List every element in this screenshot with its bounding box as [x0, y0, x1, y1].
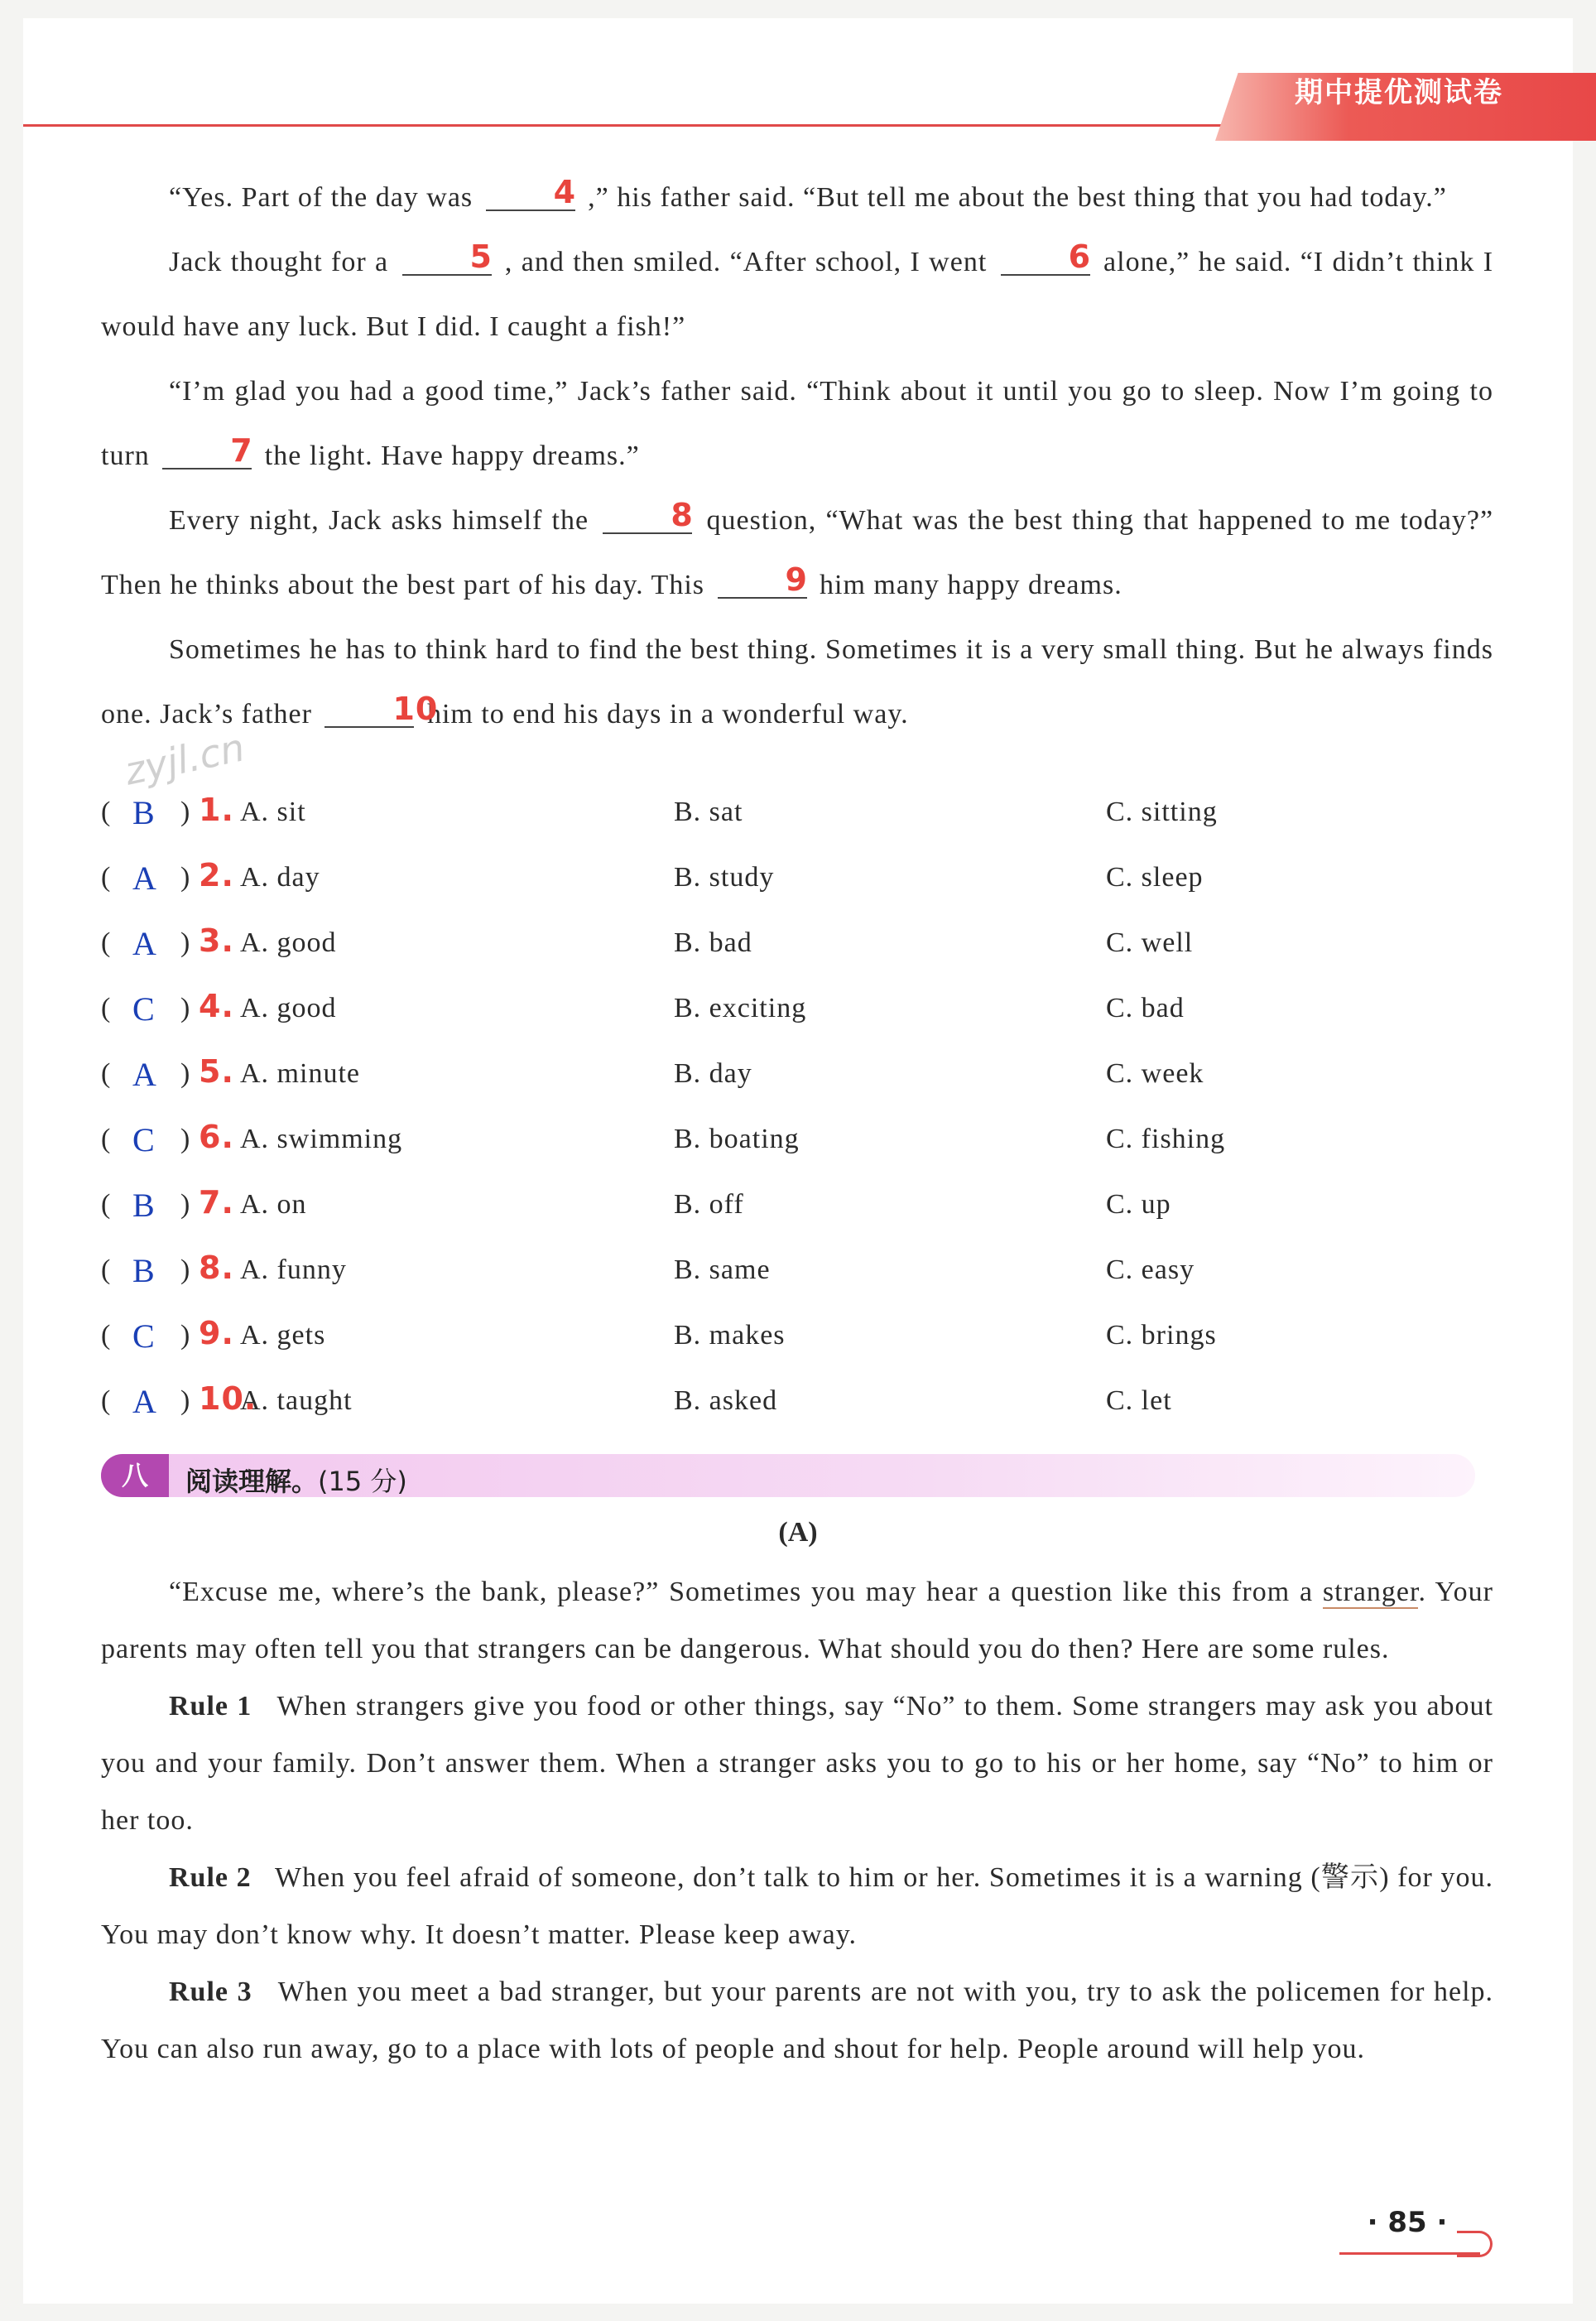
option-b: B. day [674, 1058, 752, 1089]
answer-letter: A [132, 1383, 157, 1420]
option-b: B. study [674, 862, 775, 893]
option-c: C. sitting [1106, 797, 1218, 827]
rule-1-label: Rule 1 [169, 1691, 252, 1721]
close-paren: ) [180, 797, 191, 827]
question-number: 1. [199, 792, 234, 828]
open-paren: ( [101, 797, 112, 827]
option-b: B. sat [674, 797, 743, 827]
question-number: 10. [199, 1380, 257, 1417]
option-c: C. fishing [1106, 1124, 1226, 1154]
page-number-swirl [1457, 2231, 1493, 2257]
open-paren: ( [101, 1320, 112, 1351]
option-c: C. bad [1106, 993, 1185, 1023]
option-a: A. minute [240, 1058, 360, 1089]
open-paren: ( [101, 1058, 112, 1089]
rule-2: Rule 2 When you feel afraid of someone, don’t talk to him or her. Sometimes it is a warning (警示) for you. You may don’t know why. It doesn’t matter. Please keep away. [101, 1862, 1493, 1950]
question-row [101, 1114, 1508, 1178]
question-row [101, 1375, 1508, 1440]
answer-letter: B [132, 1252, 156, 1289]
open-paren: ( [101, 1385, 112, 1416]
question-number: 7. [199, 1184, 234, 1221]
option-c: C. sleep [1106, 862, 1204, 893]
watermark: zyjl.cn [120, 725, 249, 794]
header-title: 期中提优测试卷 [1295, 76, 1503, 109]
underlined-word: stranger [1322, 1577, 1419, 1607]
option-b: B. off [674, 1189, 744, 1220]
option-b: B. asked [674, 1385, 778, 1416]
rule-3-label: Rule 3 [169, 1977, 252, 2007]
question-number: 2. [199, 857, 234, 893]
option-c: C. up [1106, 1189, 1171, 1220]
close-paren: ) [180, 1320, 191, 1351]
answer-letter: A [132, 925, 157, 962]
option-a: A. taught [240, 1385, 353, 1416]
blank-4: 4 [486, 177, 575, 211]
option-b: B. makes [674, 1320, 786, 1351]
option-a: A. good [240, 927, 337, 958]
rule-1: Rule 1 When strangers give you food or other things, say “No” to them. Some strangers may ask you about you and your family. Don’t answer them. When a stranger asks you to go to his or her home, say “No” to him or her too. [101, 1691, 1493, 1836]
section-badge: 八 [101, 1454, 169, 1497]
blank-7: 7 [162, 436, 252, 469]
option-c: C. easy [1106, 1254, 1195, 1285]
question-row [101, 983, 1508, 1047]
blank-8: 8 [603, 500, 692, 534]
paragraph-1: “Yes. Part of the day was 4 ,” his father said. “But tell me about the best thing that you had today.” [169, 174, 1447, 213]
passage-intro: “Excuse me, where’s the bank, please?” Sometimes you may hear a question like this from a stranger. Your parents may often tell you that strangers can be dangerous. What should you do then? Here are some rules. [101, 1577, 1493, 1664]
paragraph-3: “I’m glad you had a good time,” Jack’s father said. “Think about it until you go to sleep. Now I’m going to turn 7 the light. Have happy dreams.” [101, 376, 1493, 471]
question-number: 9. [199, 1315, 234, 1351]
blank-10: 10 [324, 694, 414, 728]
question-row [101, 1245, 1508, 1309]
option-c: C. brings [1106, 1320, 1217, 1351]
option-b: B. bad [674, 927, 752, 958]
question-number: 8. [199, 1250, 234, 1286]
close-paren: ) [180, 862, 191, 893]
close-paren: ) [180, 927, 191, 958]
rule-2-label: Rule 2 [169, 1862, 252, 1893]
close-paren: ) [180, 1385, 191, 1416]
question-row [101, 917, 1508, 982]
passage-label: (A) [778, 1517, 818, 1548]
option-a: A. swimming [240, 1124, 403, 1154]
open-paren: ( [101, 862, 112, 893]
paragraph-4: Every night, Jack asks himself the 8 question, “What was the best thing that happened to me today?” Then he thinks about the best part of his day. This 9 him many happy dreams. [101, 497, 1494, 600]
paragraph-2: Jack thought for a 5 , and then smiled. “After school, I went 6 alone,” he said. “I didn’t think I would have any luck. But I did. I caught a fish!” [101, 238, 1494, 342]
answer-letter: A [132, 1056, 157, 1093]
option-c: C. well [1106, 927, 1194, 958]
option-b: B. exciting [674, 993, 807, 1023]
open-paren: ( [101, 1124, 112, 1154]
question-number: 5. [199, 1053, 234, 1090]
answer-letter: C [132, 1317, 156, 1355]
open-paren: ( [101, 993, 112, 1023]
answer-letter: A [132, 860, 157, 897]
blank-6: 6 [1001, 242, 1090, 276]
section-score: (15 分) [318, 1466, 407, 1497]
paragraph-5: Sometimes he has to think hard to find the best thing. Sometimes it is a very small thing. But he always finds one. Jack’s father 10 him to end his days in a wonderful way. [101, 634, 1493, 730]
answer-letter: C [132, 1121, 156, 1158]
question-row [101, 1310, 1508, 1375]
section-title: 阅读理解。(15 分) [185, 1466, 407, 1497]
option-a: A. sit [240, 797, 306, 827]
option-b: B. boating [674, 1124, 800, 1154]
question-number: 6. [199, 1119, 234, 1155]
question-row [101, 1048, 1508, 1113]
option-a: A. gets [240, 1320, 326, 1351]
page-number: · 85 · [1367, 2206, 1448, 2239]
close-paren: ) [180, 993, 191, 1023]
option-a: A. funny [240, 1254, 347, 1285]
blank-9: 9 [718, 565, 807, 599]
answer-letter: C [132, 990, 156, 1028]
blank-5: 5 [402, 242, 492, 276]
option-a: A. day [240, 862, 320, 893]
option-c: C. week [1106, 1058, 1204, 1089]
close-paren: ) [180, 1058, 191, 1089]
reading-passage-a [101, 1563, 1493, 2078]
question-number: 3. [199, 922, 234, 959]
open-paren: ( [101, 1189, 112, 1220]
close-paren: ) [180, 1124, 191, 1154]
question-row [101, 787, 1508, 851]
question-number: 4. [199, 988, 234, 1024]
close-paren: ) [180, 1254, 191, 1285]
option-c: C. let [1106, 1385, 1172, 1416]
cloze-passage [101, 166, 1493, 747]
question-row [101, 1179, 1508, 1244]
open-paren: ( [101, 1254, 112, 1285]
option-a: A. good [240, 993, 337, 1023]
open-paren: ( [101, 927, 112, 958]
option-a: A. on [240, 1189, 307, 1220]
answer-letter: B [132, 794, 156, 831]
section-header [101, 1454, 1475, 1497]
answer-letter: B [132, 1187, 156, 1224]
option-b: B. same [674, 1254, 771, 1285]
rule-3: Rule 3 When you meet a bad stranger, but your parents are not with you, try to ask the policemen for help. You can also run away, go to a place with lots of people and shout for help. People around will help you. [101, 1977, 1494, 2064]
question-row [101, 852, 1508, 917]
close-paren: ) [180, 1189, 191, 1220]
